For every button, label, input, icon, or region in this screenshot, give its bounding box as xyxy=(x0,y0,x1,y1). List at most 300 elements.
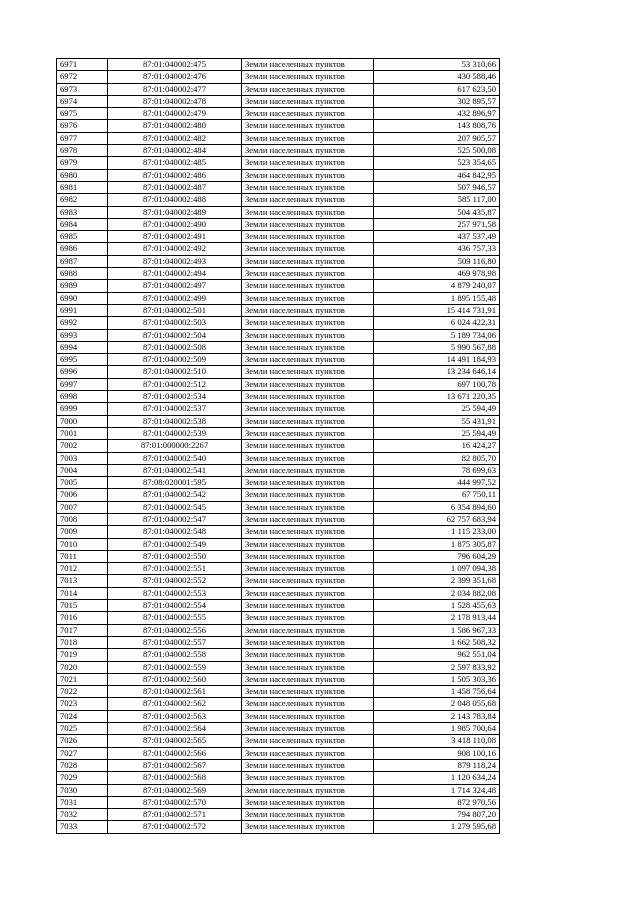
cadastral-value-cell: 78 699,63 xyxy=(374,464,500,476)
table-row xyxy=(57,673,500,685)
cadastral-value-cell: 872 970,56 xyxy=(374,796,500,808)
land-category-cell: Земли населенных пунктов xyxy=(242,624,374,636)
cadastral-value-cell: 444 997,52 xyxy=(374,477,500,489)
cadastral-number-cell: 87:08:020001:595 xyxy=(108,477,242,489)
table-row xyxy=(57,181,500,193)
cadastral-number-cell: 87:01:040002:503 xyxy=(108,317,242,329)
land-category-cell: Земли населенных пунктов xyxy=(242,440,374,452)
cadastral-number-cell: 87:01:040002:491 xyxy=(108,231,242,243)
row-number-cell: 6976 xyxy=(57,120,108,132)
row-number-cell: 7018 xyxy=(57,636,108,648)
land-category-cell: Земли населенных пунктов xyxy=(242,735,374,747)
table-row xyxy=(57,194,500,206)
land-category-cell: Земли населенных пунктов xyxy=(242,268,374,280)
cadastral-number-cell: 87:01:000000:2267 xyxy=(108,440,242,452)
land-category-cell: Земли населенных пунктов xyxy=(242,809,374,821)
table-row xyxy=(57,759,500,771)
table-row xyxy=(57,83,500,95)
cadastral-number-cell: 87:01:040002:556 xyxy=(108,624,242,636)
cadastral-number-cell: 87:01:040002:555 xyxy=(108,612,242,624)
cadastral-value-cell: 525 500,08 xyxy=(374,145,500,157)
row-number-cell: 6987 xyxy=(57,255,108,267)
row-number-cell: 7013 xyxy=(57,575,108,587)
cadastral-number-cell: 87:01:040002:509 xyxy=(108,354,242,366)
table-row xyxy=(57,268,500,280)
cadastral-number-cell: 87:01:040002:538 xyxy=(108,415,242,427)
table-row xyxy=(57,538,500,550)
land-category-cell: Земли населенных пунктов xyxy=(242,698,374,710)
land-category-cell: Земли населенных пунктов xyxy=(242,661,374,673)
row-number-cell: 6997 xyxy=(57,378,108,390)
land-category-cell: Земли населенных пунктов xyxy=(242,329,374,341)
row-number-cell: 7006 xyxy=(57,489,108,501)
row-number-cell: 6975 xyxy=(57,108,108,120)
cadastral-number-cell: 87:01:040002:558 xyxy=(108,649,242,661)
row-number-cell: 7010 xyxy=(57,538,108,550)
cadastral-number-cell: 87:01:040002:497 xyxy=(108,280,242,292)
cadastral-number-cell: 87:01:040002:553 xyxy=(108,587,242,599)
land-category-cell: Земли населенных пунктов xyxy=(242,169,374,181)
row-number-cell: 7004 xyxy=(57,464,108,476)
cadastral-number-cell: 87:01:040002:482 xyxy=(108,132,242,144)
table-row xyxy=(57,723,500,735)
land-category-cell: Земли населенных пунктов xyxy=(242,59,374,71)
cadastral-value-cell: 5 990 567,88 xyxy=(374,341,500,353)
table-body xyxy=(57,59,500,834)
cadastral-number-cell: 87:01:040002:548 xyxy=(108,526,242,538)
row-number-cell: 6986 xyxy=(57,243,108,255)
land-category-cell: Земли населенных пунктов xyxy=(242,587,374,599)
cadastral-value-cell: 2 178 913,44 xyxy=(374,612,500,624)
cadastral-number-cell: 87:01:040002:486 xyxy=(108,169,242,181)
table-row xyxy=(57,108,500,120)
cadastral-value-cell: 4 879 240,07 xyxy=(374,280,500,292)
cadastral-number-cell: 87:01:040002:569 xyxy=(108,784,242,796)
table-row xyxy=(57,415,500,427)
land-category-cell: Земли населенных пунктов xyxy=(242,513,374,525)
cadastral-value-cell: 507 946,57 xyxy=(374,181,500,193)
cadastral-value-cell: 82 805,70 xyxy=(374,452,500,464)
land-category-cell: Земли населенных пунктов xyxy=(242,427,374,439)
table-row xyxy=(57,243,500,255)
land-category-cell: Земли населенных пунктов xyxy=(242,391,374,403)
table-row xyxy=(57,354,500,366)
cadastral-number-cell: 87:01:040002:565 xyxy=(108,735,242,747)
land-category-cell: Земли населенных пунктов xyxy=(242,206,374,218)
cadastral-value-cell: 16 424,27 xyxy=(374,440,500,452)
cadastral-value-cell: 15 414 731,91 xyxy=(374,304,500,316)
land-category-cell: Земли населенных пунктов xyxy=(242,550,374,562)
cadastral-number-cell: 87:01:040002:479 xyxy=(108,108,242,120)
land-category-cell: Земли населенных пунктов xyxy=(242,132,374,144)
table-row xyxy=(57,292,500,304)
cadastral-number-cell: 87:01:040002:545 xyxy=(108,501,242,513)
land-category-cell: Земли населенных пунктов xyxy=(242,292,374,304)
land-category-cell: Земли населенных пунктов xyxy=(242,759,374,771)
cadastral-value-cell: 25 594,49 xyxy=(374,427,500,439)
cadastral-number-cell: 87:01:040002:512 xyxy=(108,378,242,390)
table-row xyxy=(57,440,500,452)
land-category-cell: Земли населенных пунктов xyxy=(242,354,374,366)
cadastral-value-cell: 55 431,91 xyxy=(374,415,500,427)
land-category-cell: Земли населенных пунктов xyxy=(242,575,374,587)
table-row xyxy=(57,686,500,698)
cadastral-number-cell: 87:01:040002:493 xyxy=(108,255,242,267)
table-row xyxy=(57,747,500,759)
land-category-cell: Земли населенных пунктов xyxy=(242,280,374,292)
table-row xyxy=(57,145,500,157)
row-number-cell: 7007 xyxy=(57,501,108,513)
table-row xyxy=(57,218,500,230)
cadastral-value-cell: 469 978,98 xyxy=(374,268,500,280)
land-category-cell: Земли населенных пунктов xyxy=(242,686,374,698)
row-number-cell: 6980 xyxy=(57,169,108,181)
cadastral-value-cell: 1 895 155,48 xyxy=(374,292,500,304)
cadastral-value-cell: 617 623,50 xyxy=(374,83,500,95)
cadastral-value-cell: 6 354 894,60 xyxy=(374,501,500,513)
cadastral-number-cell: 87:01:040002:542 xyxy=(108,489,242,501)
land-category-cell: Земли населенных пунктов xyxy=(242,194,374,206)
cadastral-number-cell: 87:01:040002:508 xyxy=(108,341,242,353)
table-row xyxy=(57,378,500,390)
cadastral-number-cell: 87:01:040002:540 xyxy=(108,452,242,464)
table-row xyxy=(57,821,500,833)
cadastral-number-cell: 87:01:040002:510 xyxy=(108,366,242,378)
row-number-cell: 6999 xyxy=(57,403,108,415)
row-number-cell: 6988 xyxy=(57,268,108,280)
table-row xyxy=(57,341,500,353)
table-row xyxy=(57,427,500,439)
table-row xyxy=(57,575,500,587)
row-number-cell: 7031 xyxy=(57,796,108,808)
table-row xyxy=(57,624,500,636)
cadastral-number-cell: 87:01:040002:557 xyxy=(108,636,242,648)
row-number-cell: 7019 xyxy=(57,649,108,661)
table-row xyxy=(57,366,500,378)
cadastral-value-cell: 464 842,95 xyxy=(374,169,500,181)
cadastral-number-cell: 87:01:040002:501 xyxy=(108,304,242,316)
cadastral-value-cell: 962 551,04 xyxy=(374,649,500,661)
cadastral-number-cell: 87:01:040002:478 xyxy=(108,95,242,107)
cadastral-value-cell: 1 505 303,36 xyxy=(374,673,500,685)
land-category-cell: Земли населенных пунктов xyxy=(242,600,374,612)
land-category-cell: Земли населенных пунктов xyxy=(242,95,374,107)
cadastral-value-cell: 13 671 220,35 xyxy=(374,391,500,403)
cadastral-value-cell: 2 143 783,84 xyxy=(374,710,500,722)
row-number-cell: 7033 xyxy=(57,821,108,833)
row-number-cell: 7000 xyxy=(57,415,108,427)
cadastral-value-cell: 1 097 094,38 xyxy=(374,563,500,575)
cadastral-value-cell: 432 896,97 xyxy=(374,108,500,120)
table-row xyxy=(57,501,500,513)
cadastral-number-cell: 87:01:040002:561 xyxy=(108,686,242,698)
table-row xyxy=(57,169,500,181)
cadastral-value-cell: 5 189 734,06 xyxy=(374,329,500,341)
row-number-cell: 6984 xyxy=(57,218,108,230)
cadastral-number-cell: 87:01:040002:537 xyxy=(108,403,242,415)
row-number-cell: 6991 xyxy=(57,304,108,316)
cadastral-value-cell: 1 115 233,00 xyxy=(374,526,500,538)
table-row xyxy=(57,489,500,501)
cadastral-number-cell: 87:01:040002:539 xyxy=(108,427,242,439)
land-category-cell: Земли населенных пунктов xyxy=(242,181,374,193)
table-row xyxy=(57,600,500,612)
table-row xyxy=(57,735,500,747)
row-number-cell: 6981 xyxy=(57,181,108,193)
land-category-cell: Земли населенных пунктов xyxy=(242,501,374,513)
cadastral-value-cell: 1 120 634,24 xyxy=(374,772,500,784)
table-row xyxy=(57,120,500,132)
land-category-cell: Земли населенных пунктов xyxy=(242,366,374,378)
row-number-cell: 6974 xyxy=(57,95,108,107)
cadastral-value-cell: 6 024 422,31 xyxy=(374,317,500,329)
cadastral-number-cell: 87:01:040002:559 xyxy=(108,661,242,673)
land-category-cell: Земли населенных пунктов xyxy=(242,563,374,575)
cadastral-number-cell: 87:01:040002:552 xyxy=(108,575,242,587)
land-category-cell: Земли населенных пунктов xyxy=(242,317,374,329)
land-category-cell: Земли населенных пунктов xyxy=(242,464,374,476)
land-category-cell: Земли населенных пунктов xyxy=(242,231,374,243)
table-row xyxy=(57,231,500,243)
table-row xyxy=(57,280,500,292)
row-number-cell: 6982 xyxy=(57,194,108,206)
row-number-cell: 7021 xyxy=(57,673,108,685)
cadastral-number-cell: 87:01:040002:490 xyxy=(108,218,242,230)
table-row xyxy=(57,255,500,267)
cadastral-value-cell: 1 458 756,64 xyxy=(374,686,500,698)
table-row xyxy=(57,464,500,476)
cadastral-number-cell: 87:01:040002:534 xyxy=(108,391,242,403)
row-number-cell: 6994 xyxy=(57,341,108,353)
cadastral-value-cell: 1 279 595,68 xyxy=(374,821,500,833)
table-row xyxy=(57,809,500,821)
table-row xyxy=(57,636,500,648)
table-row xyxy=(57,329,500,341)
table-row xyxy=(57,317,500,329)
cadastral-value-cell: 437 537,49 xyxy=(374,231,500,243)
cadastral-value-cell: 62 757 683,94 xyxy=(374,513,500,525)
cadastral-value-cell: 908 100,16 xyxy=(374,747,500,759)
cadastral-number-cell: 87:01:040002:571 xyxy=(108,809,242,821)
cadastral-number-cell: 87:01:040002:568 xyxy=(108,772,242,784)
land-category-cell: Земли населенных пунктов xyxy=(242,538,374,550)
land-category-cell: Земли населенных пунктов xyxy=(242,477,374,489)
cadastral-value-cell: 794 807,20 xyxy=(374,809,500,821)
cadastral-value-cell: 25 594,49 xyxy=(374,403,500,415)
cadastral-value-cell: 509 116,80 xyxy=(374,255,500,267)
cadastral-value-cell: 257 971,58 xyxy=(374,218,500,230)
row-number-cell: 6973 xyxy=(57,83,108,95)
table-row xyxy=(57,526,500,538)
row-number-cell: 7009 xyxy=(57,526,108,538)
cadastral-number-cell: 87:01:040002:475 xyxy=(108,59,242,71)
table-row xyxy=(57,403,500,415)
cadastral-value-cell: 53 310,66 xyxy=(374,59,500,71)
cadastral-value-cell: 1 586 967,33 xyxy=(374,624,500,636)
land-category-cell: Земли населенных пунктов xyxy=(242,636,374,648)
land-category-cell: Земли населенных пунктов xyxy=(242,526,374,538)
cadastral-number-cell: 87:01:040002:499 xyxy=(108,292,242,304)
table-row xyxy=(57,649,500,661)
land-category-cell: Земли населенных пунктов xyxy=(242,710,374,722)
cadastral-number-cell: 87:01:040002:550 xyxy=(108,550,242,562)
cadastral-number-cell: 87:01:040002:494 xyxy=(108,268,242,280)
table-row xyxy=(57,95,500,107)
row-number-cell: 6992 xyxy=(57,317,108,329)
row-number-cell: 6993 xyxy=(57,329,108,341)
table-row xyxy=(57,59,500,71)
cadastral-value-cell: 13 234 646,14 xyxy=(374,366,500,378)
table-row xyxy=(57,772,500,784)
table-row xyxy=(57,710,500,722)
row-number-cell: 7011 xyxy=(57,550,108,562)
table-row xyxy=(57,612,500,624)
table-row xyxy=(57,698,500,710)
cadastral-number-cell: 87:01:040002:492 xyxy=(108,243,242,255)
cadastral-value-cell: 1 714 324,48 xyxy=(374,784,500,796)
row-number-cell: 6996 xyxy=(57,366,108,378)
cadastral-number-cell: 87:01:040002:476 xyxy=(108,71,242,83)
land-category-cell: Земли населенных пунктов xyxy=(242,673,374,685)
cadastral-number-cell: 87:01:040002:563 xyxy=(108,710,242,722)
table-row xyxy=(57,452,500,464)
cadastral-value-cell: 302 895,57 xyxy=(374,95,500,107)
cadastral-number-cell: 87:01:040002:551 xyxy=(108,563,242,575)
row-number-cell: 6995 xyxy=(57,354,108,366)
land-category-cell: Земли населенных пунктов xyxy=(242,723,374,735)
land-category-cell: Земли населенных пунктов xyxy=(242,341,374,353)
table-row xyxy=(57,132,500,144)
row-number-cell: 7016 xyxy=(57,612,108,624)
row-number-cell: 7008 xyxy=(57,513,108,525)
table-row xyxy=(57,391,500,403)
row-number-cell: 7029 xyxy=(57,772,108,784)
cadastral-value-cell: 796 604,29 xyxy=(374,550,500,562)
cadastral-number-cell: 87:01:040002:547 xyxy=(108,513,242,525)
land-category-cell: Земли населенных пунктов xyxy=(242,796,374,808)
row-number-cell: 7030 xyxy=(57,784,108,796)
row-number-cell: 6972 xyxy=(57,71,108,83)
table-row xyxy=(57,796,500,808)
cadastral-value-cell: 697 100,78 xyxy=(374,378,500,390)
row-number-cell: 6983 xyxy=(57,206,108,218)
cadastral-number-cell: 87:01:040002:487 xyxy=(108,181,242,193)
land-category-cell: Земли населенных пунктов xyxy=(242,71,374,83)
land-category-cell: Земли населенных пунктов xyxy=(242,243,374,255)
row-number-cell: 7014 xyxy=(57,587,108,599)
row-number-cell: 7024 xyxy=(57,710,108,722)
cadastral-number-cell: 87:01:040002:572 xyxy=(108,821,242,833)
cadastral-value-cell: 2 048 055,68 xyxy=(374,698,500,710)
row-number-cell: 7028 xyxy=(57,759,108,771)
cadastral-number-cell: 87:01:040002:477 xyxy=(108,83,242,95)
row-number-cell: 6990 xyxy=(57,292,108,304)
cadastral-value-cell: 143 808,76 xyxy=(374,120,500,132)
row-number-cell: 7022 xyxy=(57,686,108,698)
cadastral-value-cell: 523 354,65 xyxy=(374,157,500,169)
table-row xyxy=(57,477,500,489)
cadastral-value-cell: 2 597 833,92 xyxy=(374,661,500,673)
table-row xyxy=(57,71,500,83)
cadastral-number-cell: 87:01:040002:488 xyxy=(108,194,242,206)
cadastral-number-cell: 87:01:040002:566 xyxy=(108,747,242,759)
row-number-cell: 7025 xyxy=(57,723,108,735)
cadastral-number-cell: 87:01:040002:485 xyxy=(108,157,242,169)
row-number-cell: 7002 xyxy=(57,440,108,452)
row-number-cell: 6989 xyxy=(57,280,108,292)
table-row xyxy=(57,784,500,796)
land-category-cell: Земли населенных пунктов xyxy=(242,255,374,267)
land-category-cell: Земли населенных пунктов xyxy=(242,145,374,157)
table-row xyxy=(57,157,500,169)
cadastral-value-cell: 430 588,46 xyxy=(374,71,500,83)
row-number-cell: 6978 xyxy=(57,145,108,157)
cadastral-value-cell: 3 418 110,08 xyxy=(374,735,500,747)
cadastral-number-cell: 87:01:040002:570 xyxy=(108,796,242,808)
land-category-cell: Земли населенных пунктов xyxy=(242,489,374,501)
cadastral-number-cell: 87:01:040002:484 xyxy=(108,145,242,157)
table-row xyxy=(57,550,500,562)
cadastral-number-cell: 87:01:040002:554 xyxy=(108,600,242,612)
cadastral-value-cell: 14 491 184,93 xyxy=(374,354,500,366)
cadastral-number-cell: 87:01:040002:564 xyxy=(108,723,242,735)
row-number-cell: 7023 xyxy=(57,698,108,710)
table-row xyxy=(57,513,500,525)
cadastral-number-cell: 87:01:040002:562 xyxy=(108,698,242,710)
row-number-cell: 7017 xyxy=(57,624,108,636)
cadastral-number-cell: 87:01:040002:567 xyxy=(108,759,242,771)
row-number-cell: 7032 xyxy=(57,809,108,821)
cadastral-number-cell: 87:01:040002:480 xyxy=(108,120,242,132)
cadastral-value-table xyxy=(56,58,500,834)
cadastral-value-cell: 1 528 455,63 xyxy=(374,600,500,612)
row-number-cell: 7003 xyxy=(57,452,108,464)
cadastral-value-cell: 2 034 882,08 xyxy=(374,587,500,599)
land-category-cell: Земли населенных пунктов xyxy=(242,821,374,833)
land-category-cell: Земли населенных пунктов xyxy=(242,120,374,132)
row-number-cell: 7015 xyxy=(57,600,108,612)
land-category-cell: Земли населенных пунктов xyxy=(242,784,374,796)
table-row xyxy=(57,206,500,218)
land-category-cell: Земли населенных пунктов xyxy=(242,403,374,415)
row-number-cell: 7026 xyxy=(57,735,108,747)
cadastral-number-cell: 87:01:040002:541 xyxy=(108,464,242,476)
land-category-cell: Земли населенных пунктов xyxy=(242,415,374,427)
table-row xyxy=(57,304,500,316)
cadastral-number-cell: 87:01:040002:489 xyxy=(108,206,242,218)
land-category-cell: Земли населенных пунктов xyxy=(242,304,374,316)
row-number-cell: 6979 xyxy=(57,157,108,169)
land-category-cell: Земли населенных пунктов xyxy=(242,747,374,759)
table-row xyxy=(57,661,500,673)
cadastral-value-cell: 879 118,24 xyxy=(374,759,500,771)
cadastral-number-cell: 87:01:040002:549 xyxy=(108,538,242,550)
row-number-cell: 7020 xyxy=(57,661,108,673)
land-category-cell: Земли населенных пунктов xyxy=(242,83,374,95)
land-category-cell: Земли населенных пунктов xyxy=(242,772,374,784)
cadastral-value-cell: 436 757,33 xyxy=(374,243,500,255)
row-number-cell: 7001 xyxy=(57,427,108,439)
table-row xyxy=(57,587,500,599)
row-number-cell: 7027 xyxy=(57,747,108,759)
cadastral-value-cell: 2 399 351,68 xyxy=(374,575,500,587)
cadastral-value-cell: 1 985 700,64 xyxy=(374,723,500,735)
land-category-cell: Земли населенных пунктов xyxy=(242,378,374,390)
cadastral-value-cell: 67 750,11 xyxy=(374,489,500,501)
row-number-cell: 7012 xyxy=(57,563,108,575)
row-number-cell: 6977 xyxy=(57,132,108,144)
cadastral-value-cell: 1 662 508,32 xyxy=(374,636,500,648)
